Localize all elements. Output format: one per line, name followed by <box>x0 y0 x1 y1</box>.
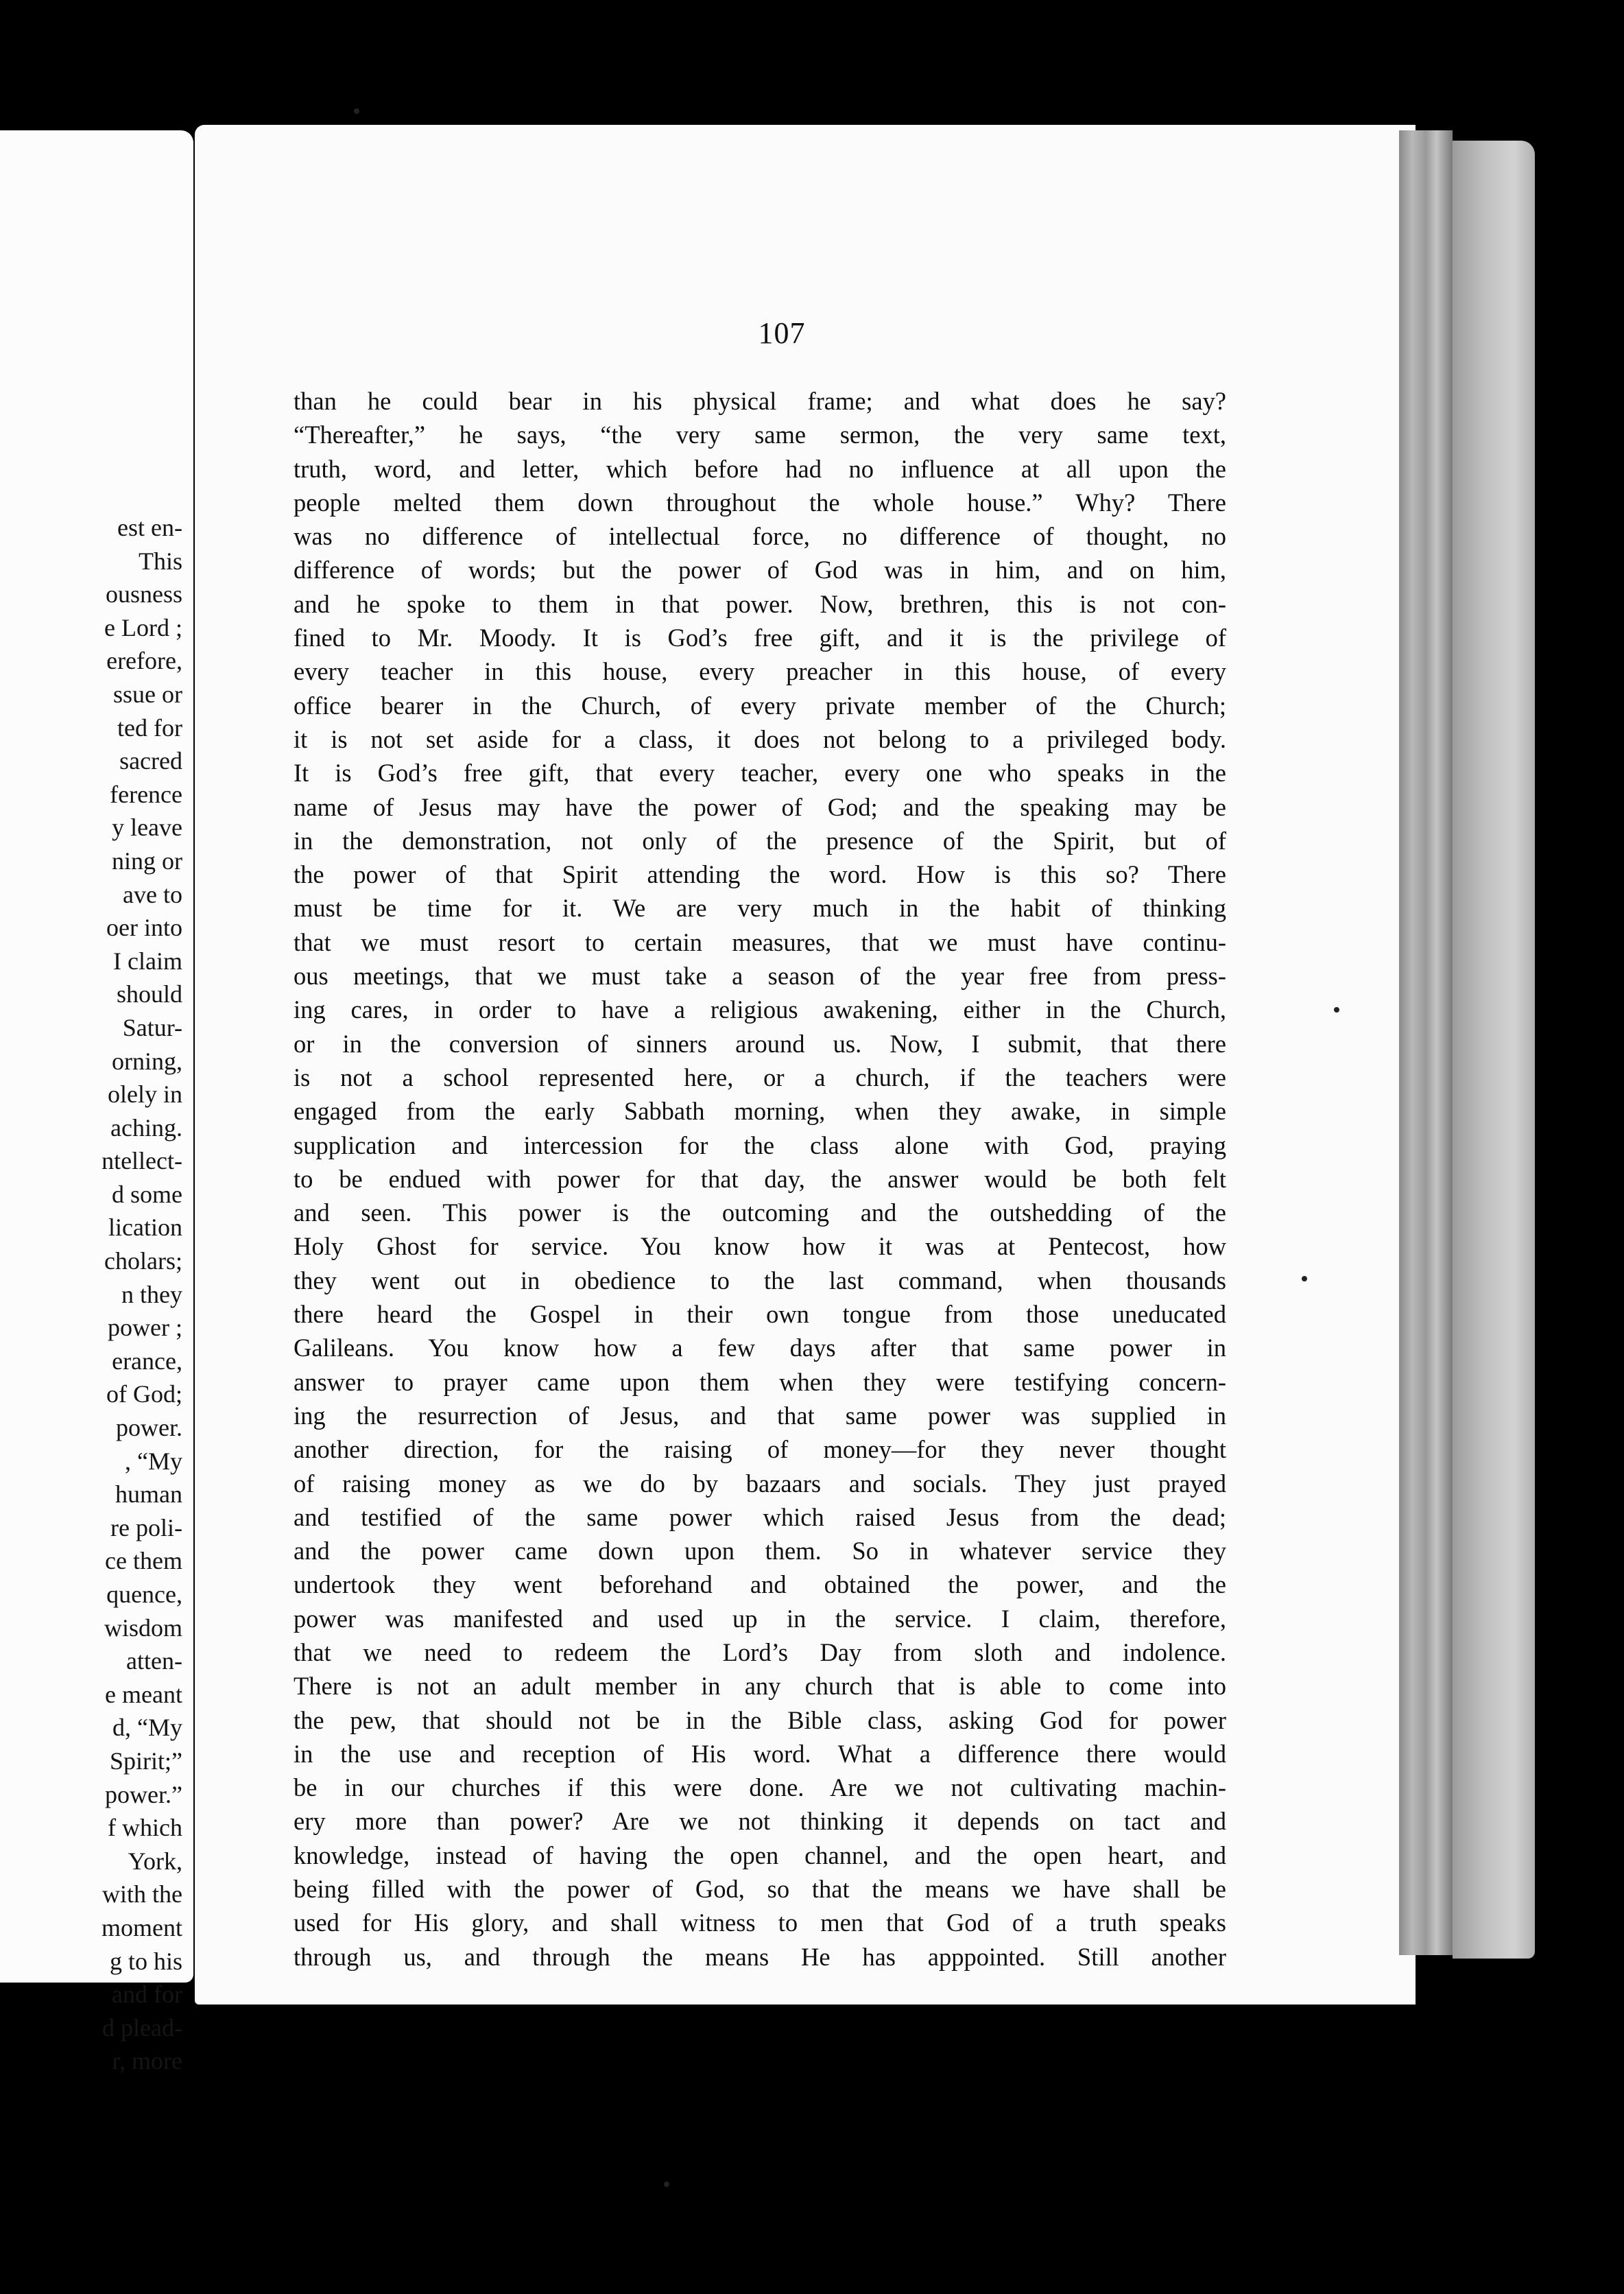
page-number: 107 <box>758 316 806 350</box>
text-line: the pew, that should not be in the Bible class, asking God for power <box>294 1705 1226 1734</box>
left-text-line: Spirit;” <box>110 1747 182 1775</box>
text-line: and the power came down upon them. So in whatever service they <box>294 1537 1226 1565</box>
left-text-line: should <box>116 980 182 1008</box>
left-text-line: ted for <box>117 713 182 742</box>
ink-speck <box>354 108 359 114</box>
left-text-line: and for <box>112 1980 182 2009</box>
text-line: they went out in obedience to the last command, when thousands <box>294 1266 1226 1294</box>
text-line: “Thereafter,” he says, “the very same sermon, the very same text, <box>294 421 1226 449</box>
text-line: There is not an adult member in any church that is able to come into <box>294 1672 1226 1701</box>
left-text-line: ference <box>110 780 182 808</box>
text-line: that we must resort to certain measures, that we must have continu- <box>294 927 1226 956</box>
text-line: that we need to redeem the Lord’s Day from sloth and indolence. <box>294 1637 1226 1666</box>
left-text-line: human <box>115 1480 182 1509</box>
left-text-line: e meant <box>105 1680 182 1708</box>
left-text-line: power ; <box>108 1314 182 1342</box>
text-line: in the use and reception of His word. What a difference there would <box>294 1739 1226 1768</box>
text-line: difference of words; but the power of God was in him, and on him, <box>294 556 1226 584</box>
text-line: it is not set aside for a class, it does not belong to a privileged body. <box>294 724 1226 753</box>
text-line: people melted them down throughout the whole house.” Why? There <box>294 488 1226 517</box>
left-text-line: ning or <box>112 847 182 875</box>
left-text-line: ce them <box>105 1547 182 1575</box>
text-line: and he spoke to them in that power. Now, brethren, this is not con- <box>294 589 1226 618</box>
left-text-line: power.” <box>105 1780 182 1808</box>
text-line: than he could bear in his physical frame; and what does he say? <box>294 387 1226 415</box>
left-text-line: lication <box>108 1214 182 1242</box>
ink-speck <box>1302 1276 1307 1281</box>
text-line: engaged from the early Sabbath morning, when they awake, in simple <box>294 1097 1226 1126</box>
text-line: supplication and intercession for the class alone with God, praying <box>294 1131 1226 1159</box>
left-text-line: wisdom <box>104 1613 182 1642</box>
left-text-line: y leave <box>112 814 182 842</box>
left-text-line: atten- <box>126 1647 182 1675</box>
text-line: of raising money as we do by bazaars and socials. They just prayed <box>294 1469 1226 1498</box>
left-text-line: power. <box>116 1414 182 1442</box>
left-text-line: olely in <box>108 1080 182 1109</box>
text-line: there heard the Gospel in their own tongue from those uneducated <box>294 1300 1226 1329</box>
left-text-line: with the <box>102 1880 182 1908</box>
text-line: another direction, for the raising of money—for they never thought <box>294 1435 1226 1464</box>
left-text-line: e Lord ; <box>104 613 182 641</box>
left-text-line: g to his <box>109 1947 182 1975</box>
text-line: answer to prayer came upon them when they were testifying concern- <box>294 1367 1226 1396</box>
left-page-text <box>102 511 182 2078</box>
left-text-line: I claim <box>113 947 182 975</box>
left-text-line: aching. <box>110 1113 182 1142</box>
text-line: Galileans. You know how a few days after that same power in <box>294 1334 1226 1362</box>
left-text-line: ousness <box>105 580 182 608</box>
text-line: in the demonstration, not only of the presence of the Spirit, but of <box>294 826 1226 855</box>
text-line: every teacher in this house, every preacher in this house, of every <box>294 657 1226 686</box>
left-text-line: d, “My <box>112 1714 182 1742</box>
text-line: or in the conversion of sinners around us. Now, I submit, that there <box>294 1029 1226 1058</box>
text-line: through us, and through the means He has apppointed. Still another <box>294 1942 1226 1971</box>
left-text-line: ave to <box>123 880 182 908</box>
left-text-line: est en- <box>117 514 182 541</box>
text-line: It is God’s free gift, that every teacher, every one who speaks in the <box>294 759 1226 788</box>
text-line: ery more than power? Are we not thinking it depends on tact and <box>294 1807 1226 1836</box>
left-text-line: n they <box>121 1280 182 1308</box>
text-line: name of Jesus may have the power of God; and the speaking may be <box>294 792 1226 821</box>
text-line: ing the resurrection of Jesus, and that same power was supplied in <box>294 1401 1226 1430</box>
page-edge-back <box>1453 141 1535 1959</box>
text-line: was no difference of intellectual force, no difference of thought, no <box>294 522 1226 551</box>
text-line: ous meetings, that we must take a season of the year free from press- <box>294 962 1226 991</box>
left-text-line: ntellect- <box>102 1147 182 1175</box>
left-text-line: oer into <box>106 914 182 942</box>
left-text-line: d plead- <box>102 2013 182 2042</box>
text-line: the power of that Spirit attending the word. How is this so? There <box>294 860 1226 889</box>
left-text-line: This <box>138 547 182 575</box>
left-text-line: cholars; <box>104 1247 182 1275</box>
left-text-line: d some <box>112 1180 182 1208</box>
text-line: Holy Ghost for service. You know how it was at Pentecost, how <box>294 1232 1226 1261</box>
left-text-line: ssue or <box>113 680 182 708</box>
left-text-line: Satur- <box>122 1013 182 1041</box>
text-line: office bearer in the Church, of every private member of the Church; <box>294 691 1226 720</box>
text-line: being filled with the power of God, so that the means we have shall be <box>294 1875 1226 1904</box>
text-line: and seen. This power is the outcoming and the outshedding of the <box>294 1198 1226 1227</box>
left-text-line: erefore, <box>106 647 182 675</box>
text-line: to be endued with power for that day, the answer would be both felt <box>294 1164 1226 1193</box>
text-line: power was manifested and used up in the service. I claim, therefore, <box>294 1604 1226 1633</box>
left-text-line: quence, <box>106 1581 182 1608</box>
text-line: be in our churches if this were done. Are we not cultivating machin- <box>294 1773 1226 1802</box>
text-line: used for His glory, and shall witness to men that God of a truth speaks <box>294 1908 1226 1937</box>
left-text-line: , “My <box>125 1447 182 1475</box>
left-text-line: f which <box>108 1814 182 1842</box>
left-text-line: erance, <box>112 1347 182 1375</box>
text-line: fined to Mr. Moody. It is God’s free gift, and it is the privilege of <box>294 624 1226 652</box>
text-line: must be time for it. We are very much in the habit of thinking <box>294 894 1226 923</box>
text-line: is not a school represented here, or a church, if the teachers were <box>294 1063 1226 1091</box>
left-text-line: re poli- <box>110 1513 182 1541</box>
text-line: and testified of the same power which raised Jesus from the dead; <box>294 1502 1226 1531</box>
ink-speck <box>664 2181 669 2187</box>
left-text-line: moment <box>102 1913 182 1941</box>
left-text-line: sacred <box>119 747 182 775</box>
left-text-line: York, <box>128 1847 182 1875</box>
text-line: knowledge, instead of having the open channel, and the open heart, and <box>294 1841 1226 1869</box>
text-line: ing cares, in order to have a religious awakening, either in the Church, <box>294 995 1226 1024</box>
text-line: truth, word, and letter, which before had no influence at all upon the <box>294 454 1226 483</box>
body-text <box>294 384 1226 1974</box>
ink-speck <box>1334 1007 1339 1013</box>
page-edge <box>1399 130 1453 1955</box>
left-text-line: orning, <box>112 1047 182 1075</box>
text-line: undertook they went beforehand and obtained the power, and the <box>294 1570 1226 1599</box>
left-text-line: r, more <box>112 2047 182 2075</box>
left-page <box>0 130 193 2075</box>
left-text-line: of God; <box>106 1380 182 1408</box>
